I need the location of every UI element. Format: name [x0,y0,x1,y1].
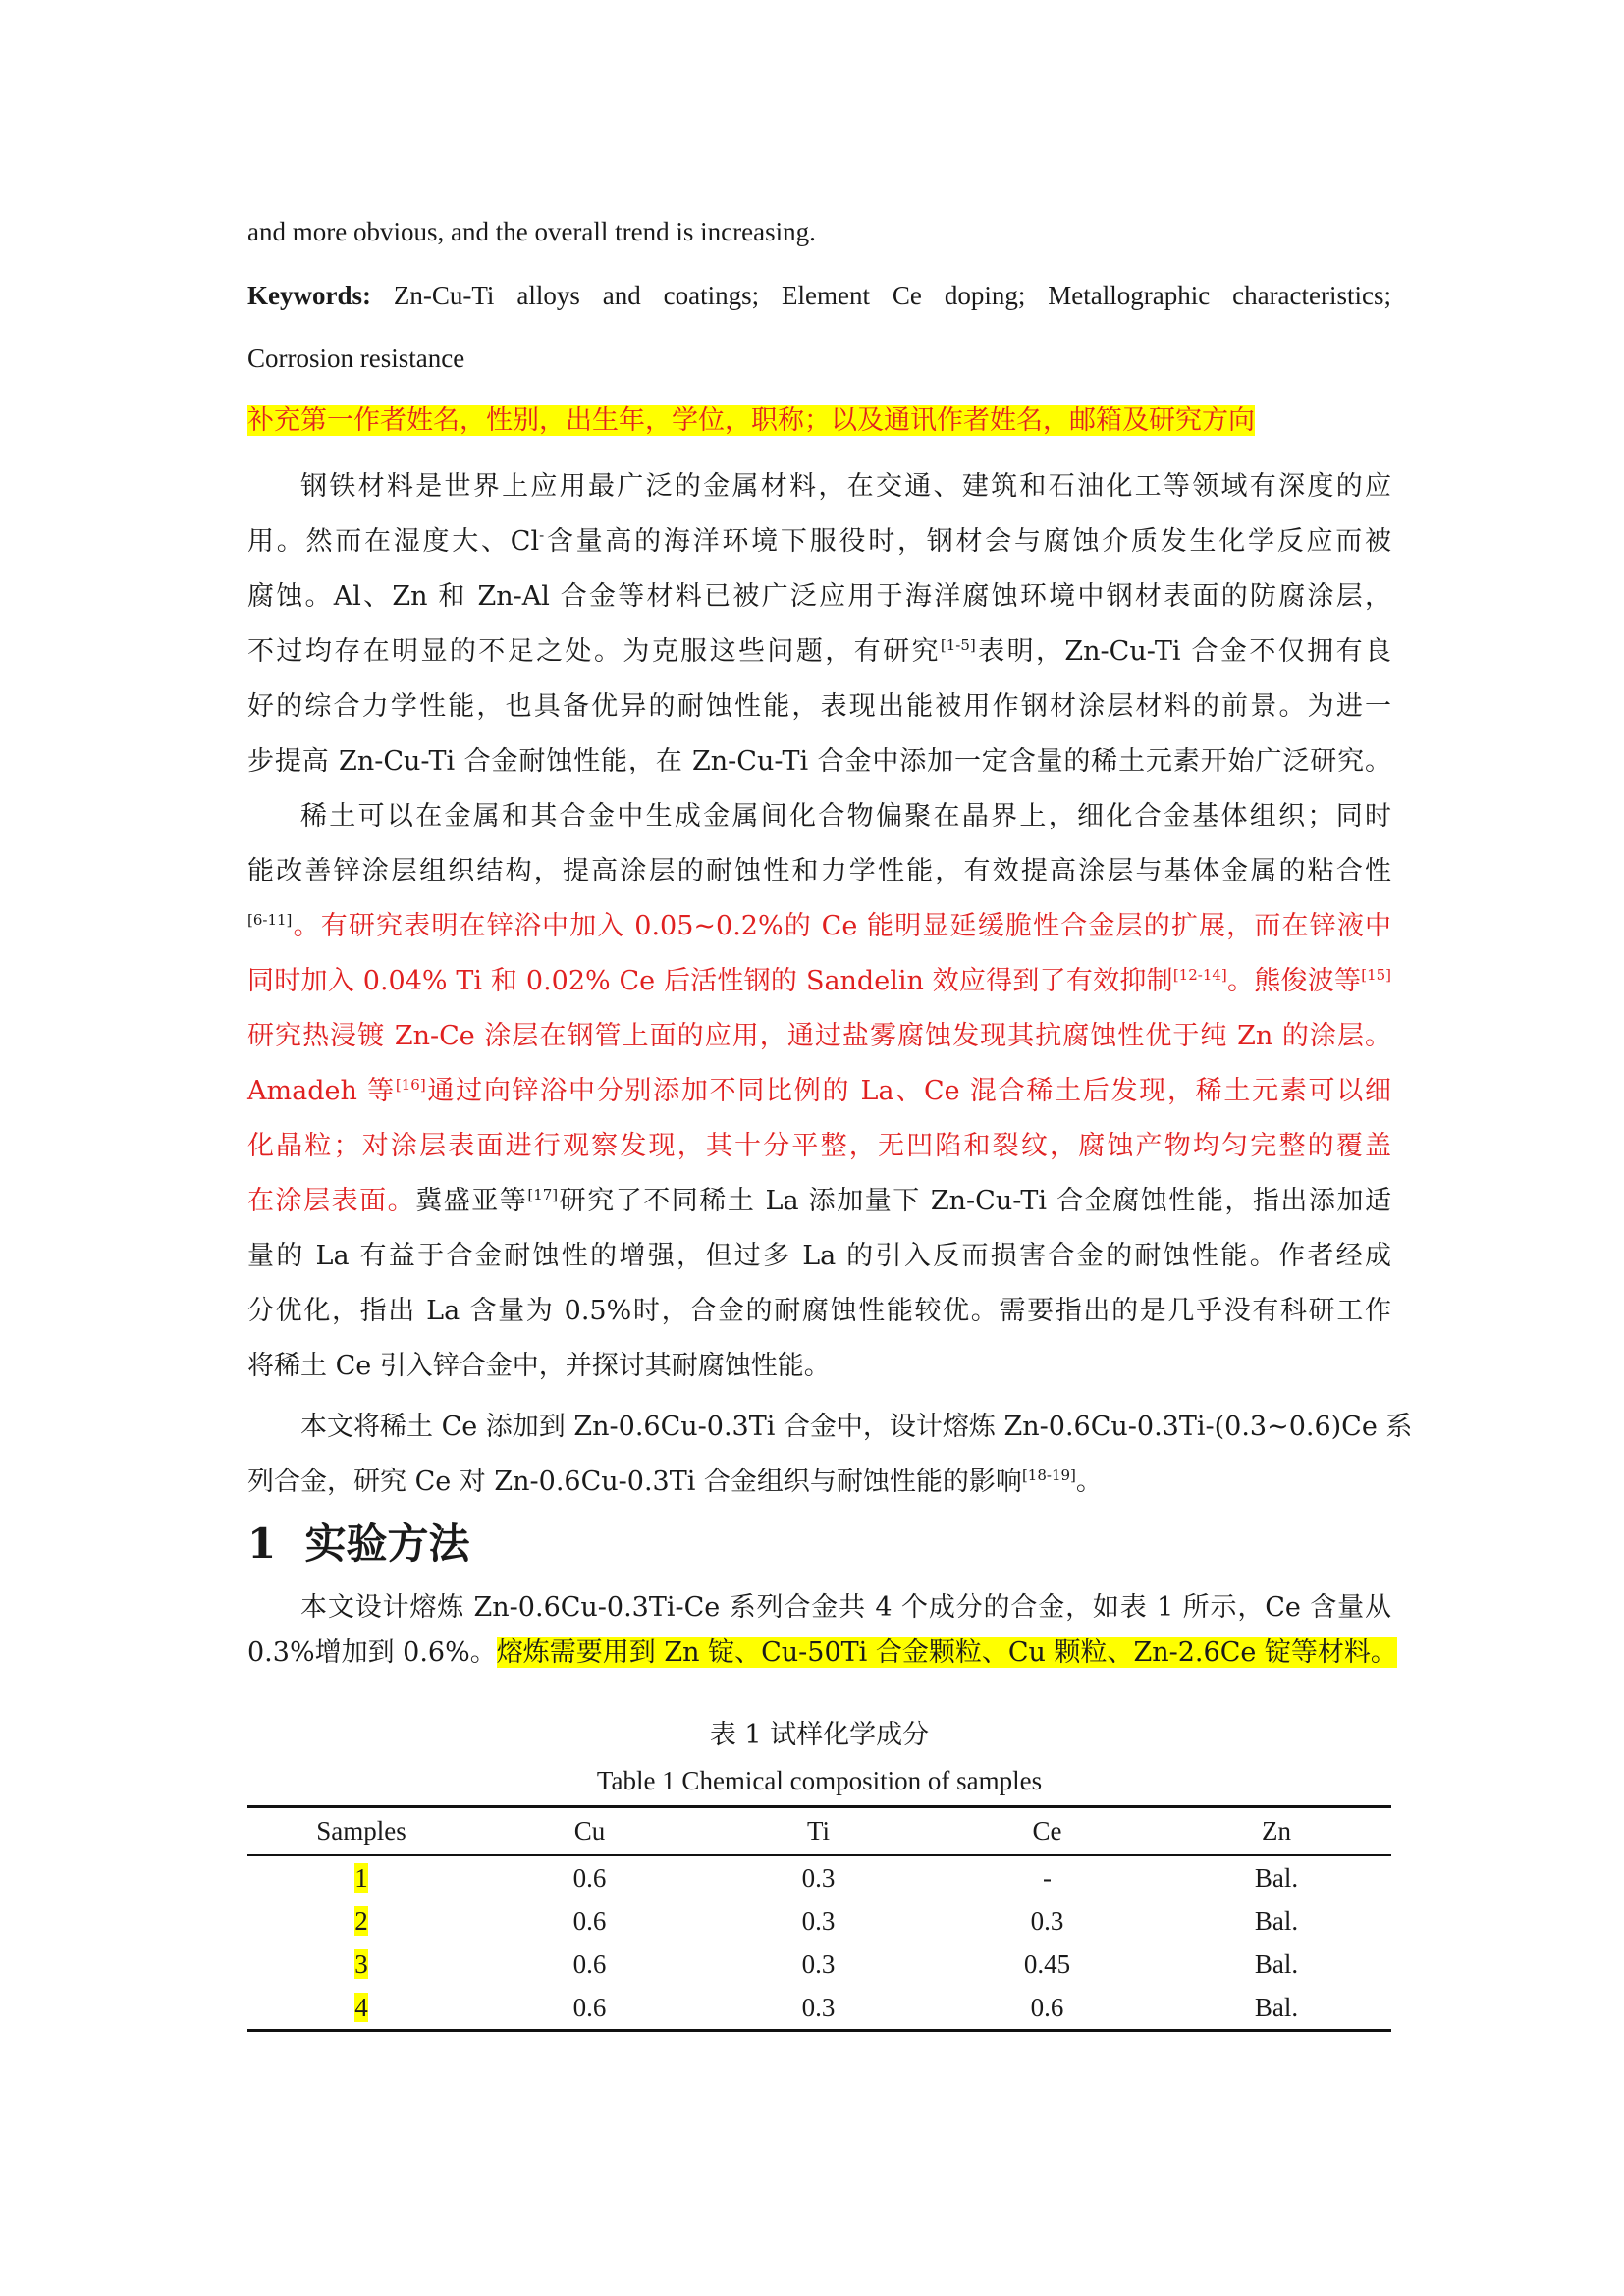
table-caption-en: Table 1 Chemical composition of samples [596,1766,1043,1795]
composition-table [247,1805,1391,2032]
zn-cell: Bal. [1254,1905,1299,1936]
header-ti: Ti [704,1807,933,1856]
table-header-row [247,1807,1391,1856]
citation-15: [15] [1361,966,1392,984]
para3-line-2: 列合金，研究 Ce 对 Zn-0.6Cu-0.3Ti 合金组织与耐蚀性能的影响[18-19]。 [247,1467,1103,1497]
cu-cell: 0.6 [572,1905,607,1936]
ti-cell: 0.3 [801,1905,836,1936]
author-note [247,403,1255,439]
table-row [247,1855,1391,1899]
section-title: 实验方法 [304,1520,470,1568]
ce-cell: 0.3 [1030,1905,1064,1936]
header-zn: Zn [1162,1807,1391,1856]
para2-line-8: 在涂层表面。冀盛亚等[17]研究了不同稀土 La 添加量下 Zn-Cu-Ti 合金腐蚀性能，指出添加适 [247,1186,1392,1216]
citation-16: [16] [395,1076,426,1094]
para2-line-6: Amadeh 等[16]通过向锌浴中分别添加不同比例的 La、Ce 混合稀土后发现，稀土元素可以细 [247,1076,1391,1106]
para1-line-1: 钢铁材料是世界上应用最广泛的金属材料，在交通、建筑和石油化工等领域有深度的应 [300,471,1391,502]
sample-id-cell: 1 [354,1862,368,1893]
para2-line-11: 将稀土 Ce 引入锌合金中，并探讨其耐腐蚀性能。 [247,1351,831,1381]
para1-line-3: 腐蚀。Al、Zn 和 Zn-Al 合金等材料已被广泛应用于海洋腐蚀环境中钢材表面的防腐涂层， [247,581,1391,612]
cu-cell: 0.6 [475,1986,704,2031]
ti-cell: 0.3 [801,1862,836,1893]
section-number: 1 [247,1520,277,1568]
citation-18-19: [18-19] [1021,1467,1076,1484]
header-cu: Cu [475,1807,704,1856]
keywords-label: Keywords: [247,281,371,310]
para3-line-1: 本文将稀土 Ce 添加到 Zn-0.6Cu-0.3Ti 合金中，设计熔炼 Zn-0.6Cu-0.3Ti-(0.3~0.6)Ce 系 [300,1412,1413,1442]
ti-cell: 0.3 [704,1986,933,2031]
para4-line-2: 0.3%增加到 0.6%。熔炼需要用到 Zn 锭、Cu-50Ti 合金颗粒、Cu 颗粒、Zn-2.6Ce 锭等材料。 [247,1637,1397,1668]
zn-cell: Bal. [1254,1949,1299,1979]
keywords-line-1 [247,278,1391,313]
materials-highlight: 熔炼需要用到 Zn 锭、Cu-50Ti 合金颗粒、Cu 颗粒、Zn-2.6Ce 锭等材料。 [496,1637,1397,1668]
citation-12-14: [12-14] [1172,966,1227,984]
para2-line-3: [6-11]。有研究表明在锌浴中加入 0.05~0.2%的 Ce 能明显延缓脆性合金层的扩展，而在锌液中 [247,911,1391,941]
cu-cell: 0.6 [572,1862,607,1893]
para2-line-5: 研究热浸镀 Zn-Ce 涂层在钢管上面的应用，通过盐雾腐蚀发现其抗腐蚀性优于纯 Zn 的涂层。 [247,1021,1391,1051]
sample-id-cell: 2 [354,1905,368,1936]
zn-cell: Bal. [1162,1986,1391,2031]
table-row [247,1943,1391,1986]
cu-cell: 0.6 [572,1949,607,1979]
section-heading [247,1517,470,1572]
para1-line-4: 不过均存在明显的不足之处。为克服这些问题，有研究[1-5]表明，Zn-Cu-Ti 合金不仅拥有良 [247,636,1391,667]
ce-cell: 0.6 [933,1986,1162,2031]
abstract-tail: and more obvious, and the overall trend is increasing. [247,217,816,246]
citation-6-11: [6-11] [247,911,293,929]
table-row [247,1899,1391,1943]
citation-1-5: [1-5] [940,636,976,654]
keywords-line-2: Corrosion resistance [247,344,465,373]
para2-line-7: 化晶粒；对涂层表面进行观察发现，其十分平整，无凹陷和裂纹，腐蚀产物均匀完整的覆盖 [247,1131,1391,1161]
header-samples: Samples [247,1807,475,1856]
para1-line-2: 用。然而在湿度大、Cl-含量高的海洋环境下服役时，钢材会与腐蚀介质发生化学反应而被 [247,526,1392,557]
ce-cell: - [1043,1862,1052,1893]
ti-cell: 0.3 [801,1949,836,1979]
para2-line-2: 能改善锌涂层组织结构，提高涂层的耐蚀性和力学性能，有效提高涂层与基体金属的粘合性 [247,856,1391,886]
para2-line-4: 同时加入 0.04% Ti 和 0.02% Ce 后活性钢的 Sandelin 效应得到了有效抑制[12-14]。熊俊波等[15] [247,966,1392,996]
keywords-text: Zn-Cu-Ti alloys and coatings; Element Ce doping; Metallographic characteristics; [393,281,1392,310]
para2-line-10: 分优化，指出 La 含量为 0.5%时，合金的耐腐蚀性能较优。需要指出的是几乎没有科研工作 [247,1296,1391,1326]
table-row [247,1986,1391,2031]
table-caption-zh: 表 1 试样化学成分 [709,1720,930,1750]
sample-id-cell: 3 [354,1949,368,1979]
para2-line-9: 量的 La 有益于合金耐蚀性的增强，但过多 La 的引入反而损害合金的耐蚀性能。作者经成 [247,1241,1391,1271]
ce-cell: 0.45 [1023,1949,1071,1979]
zn-cell: Bal. [1254,1862,1299,1893]
para1-line-5: 好的综合力学性能，也具备优异的耐蚀性能，表现出能被用作钢材涂层材料的前景。为进一 [247,691,1391,721]
header-ce: Ce [933,1807,1162,1856]
author-note-text: 补充第一作者姓名，性别，出生年，学位，职称；以及通讯作者姓名，邮箱及研究方向 [247,405,1255,436]
citation-17: [17] [527,1186,559,1203]
sample-id-cell: 4 [247,1986,475,2031]
para4-line-1: 本文设计熔炼 Zn-0.6Cu-0.3Ti-Ce 系列合金共 4 个成分的合金，如表 1 所示，Ce 含量从 [300,1592,1391,1623]
para2-line-1: 稀土可以在金属和其合金中生成金属间化合物偏聚在晶界上，细化合金基体组织；同时 [300,801,1391,831]
para1-line-6: 步提高 Zn-Cu-Ti 合金耐蚀性能，在 Zn-Cu-Ti 合金中添加一定含量的稀土元素开始广泛研究。 [247,746,1391,776]
